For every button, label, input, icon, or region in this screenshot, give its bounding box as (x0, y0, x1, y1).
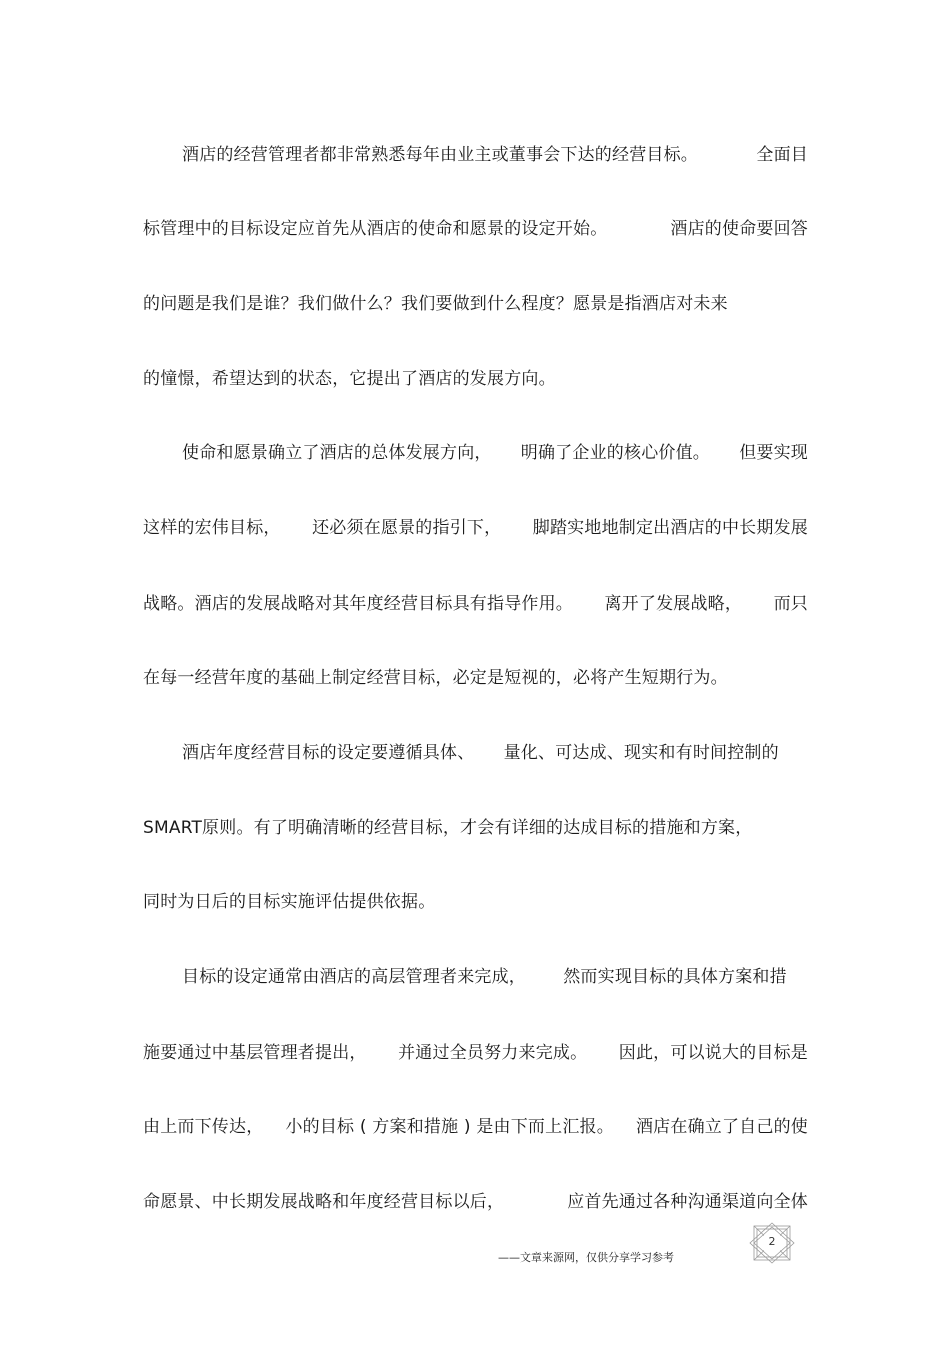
text-segment: 酒店的使命要回答 (670, 219, 808, 239)
text-segment: 命愿景、中长期发展战略和年度经营目标以后， (143, 1192, 505, 1212)
text-segment: 由上而下传达， (143, 1117, 264, 1137)
text-segment: 这样的宏伟目标， (143, 518, 281, 538)
text-segment: SMART原则。有了明确清晰的经营目标，才会有详细的达成目标的措施和方案， (143, 818, 753, 838)
paragraph-1-line-1 (182, 144, 808, 166)
text-segment: 战略。酒店的发展战略对其年度经营目标具有指导作用。 (143, 594, 573, 614)
paragraph-4-line-3 (143, 1116, 808, 1138)
text-segment: 小的目标 ( 方案和措施 ) 是由下而上汇报。 (285, 1117, 614, 1137)
page-number: 2 (768, 1235, 776, 1248)
paragraph-4-line-4 (143, 1191, 808, 1213)
text-segment: 离开了发展战略， (604, 594, 743, 614)
text-segment: 标管理中的目标设定应首先从酒店的使命和愿景的设定开始。 (143, 219, 608, 239)
page-number-badge (748, 1222, 796, 1264)
paragraph-1-line-4 (143, 368, 808, 390)
text-segment: 的问题是我们是谁？我们做什么？我们要做到什么程度？愿景是指酒店对未来 (143, 294, 728, 314)
paragraph-3-line-3 (143, 891, 808, 913)
text-segment: 使命和愿景确立了酒店的总体发展方向， (182, 443, 492, 463)
paragraph-4-line-1 (182, 966, 808, 988)
text-segment: 在每一经营年度的基础上制定经营目标，必定是短视的，必将产生短期行为。 (143, 668, 728, 688)
paragraph-2-line-4 (143, 667, 808, 689)
text-segment: 全面目 (756, 145, 808, 165)
text-segment: 的憧憬，希望达到的状态，它提出了酒店的发展方向。 (143, 369, 556, 389)
paragraph-3-line-1 (182, 742, 808, 764)
paragraph-2-line-2 (143, 517, 808, 539)
text-segment: 明确了企业的核心价值。 (520, 443, 710, 463)
text-segment: 还必须在愿景的指引下， (312, 518, 502, 538)
text-segment: 目标的设定通常由酒店的高层管理者来完成， (182, 967, 526, 987)
paragraph-2-line-1 (182, 442, 808, 464)
text-segment: 量化、可达成、现实和有时间控制的 (503, 743, 779, 763)
paragraph-4-line-2 (143, 1042, 808, 1064)
text-segment: 应首先通过各种沟通渠道向全体 (567, 1192, 808, 1212)
paragraph-1-line-3 (143, 293, 808, 315)
paragraph-1-line-2 (143, 218, 808, 240)
text-segment: 酒店年度经营目标的设定要遵循具体、 (182, 743, 475, 763)
text-segment: 而只 (773, 594, 808, 614)
text-segment: 同时为日后的目标实施评估提供依据。 (143, 892, 436, 912)
paragraph-2-line-3 (143, 593, 808, 615)
text-segment: 施要通过中基层管理者提出， (143, 1043, 367, 1063)
text-segment: 然而实现目标的具体方案和措 (563, 967, 787, 987)
text-segment: 酒店在确立了自己的使 (635, 1117, 808, 1137)
text-segment: 并通过全员努力来完成。 (398, 1043, 588, 1063)
text-segment: 脚踏实地地制定出酒店的中长期发展 (532, 518, 808, 538)
text-segment: 酒店的经营管理者都非常熟悉每年由业主或董事会下达的经营目标。 (182, 145, 698, 165)
text-segment: 但要实现 (739, 443, 808, 463)
paragraph-3-line-2 (143, 817, 808, 839)
text-segment: 因此，可以说大的目标是 (618, 1043, 808, 1063)
footer-source-note: ——文章来源网，仅供分享学习参考 (498, 1251, 674, 1264)
